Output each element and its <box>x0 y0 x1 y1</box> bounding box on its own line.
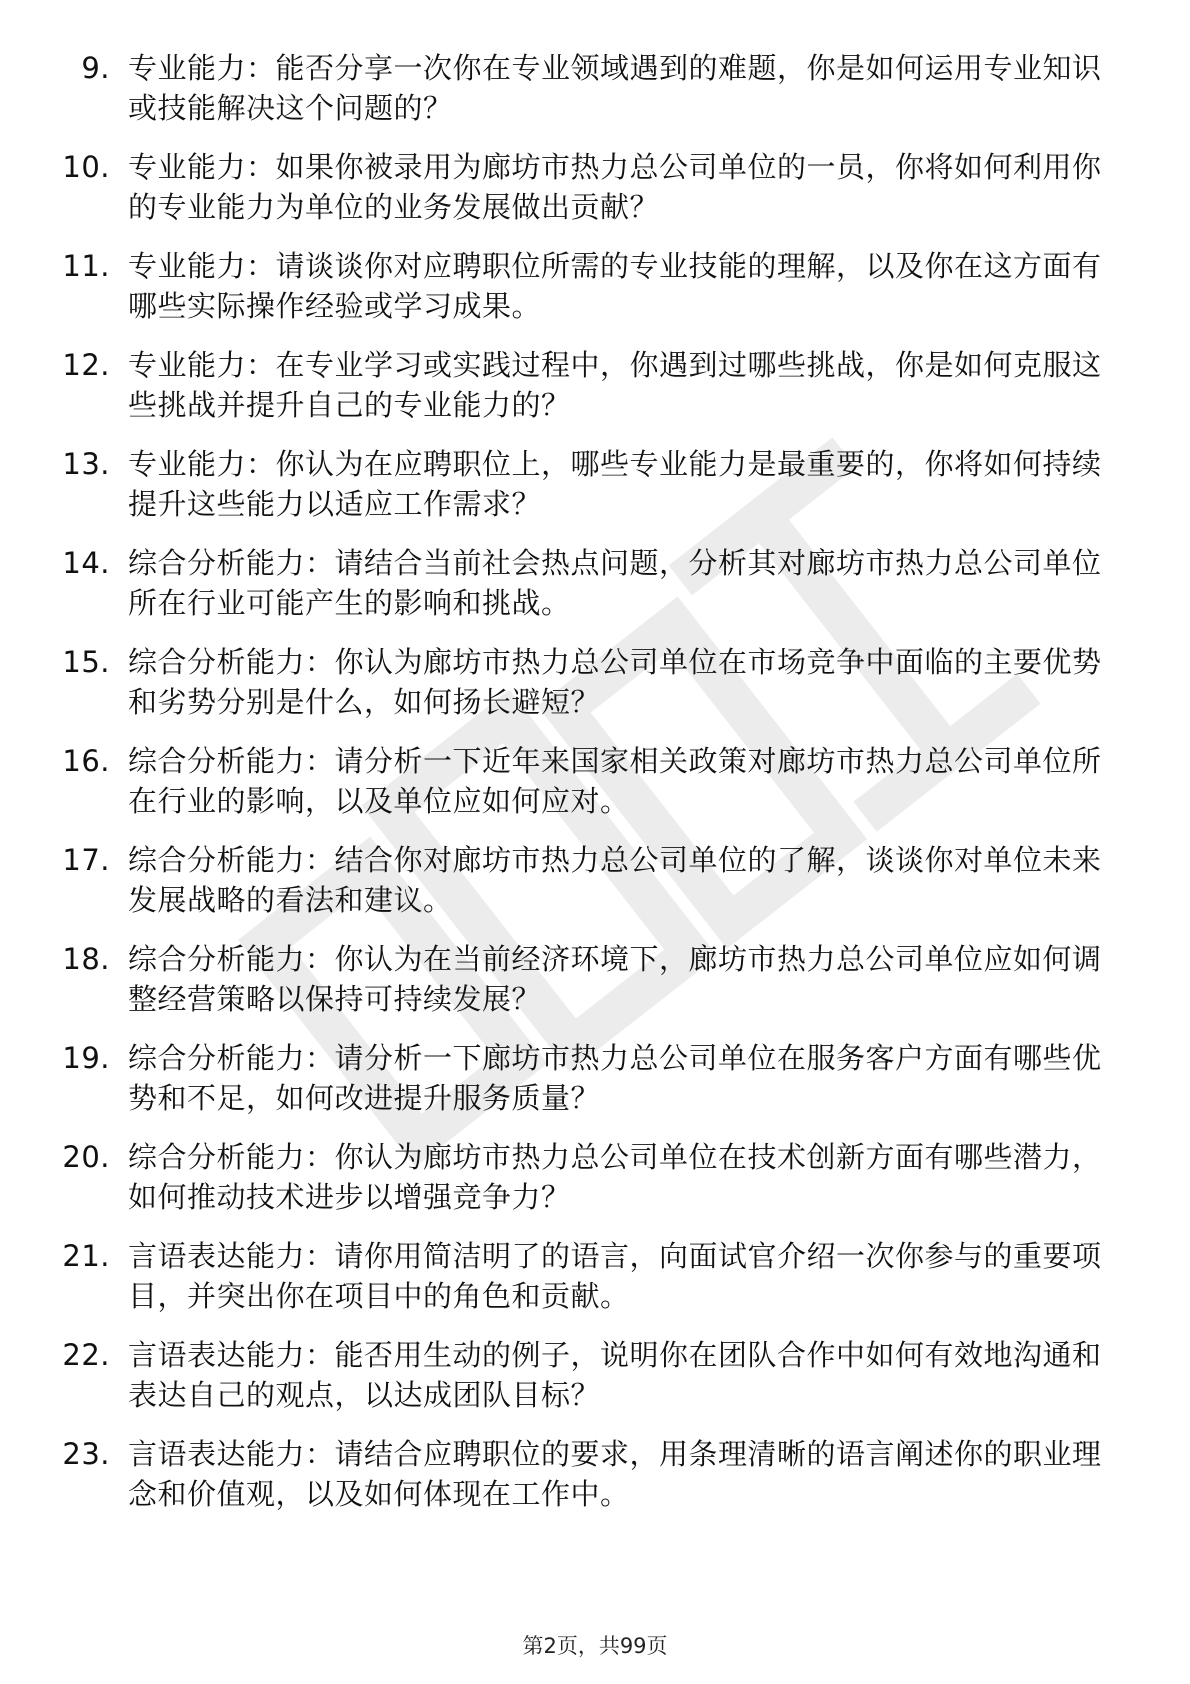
question-text: 综合分析能力：你认为廊坊市热力总公司单位在市场竞争中面临的主要优势和劣势分别是什么，如何扬长避短？ <box>128 645 1102 719</box>
question-number: 15. <box>62 645 110 679</box>
question-number: 16. <box>62 744 110 778</box>
question-text: 综合分析能力：请分析一下近年来国家相关政策对廊坊市热力总公司单位所在行业的影响，以及单位应如何应对。 <box>128 744 1102 818</box>
question-text: 综合分析能力：请分析一下廊坊市热力总公司单位在服务客户方面有哪些优势和不足，如何改进提升服务质量？ <box>128 1041 1102 1115</box>
question-item <box>60 1236 1120 1316</box>
question-text: 综合分析能力：结合你对廊坊市热力总公司单位的了解，谈谈你对单位未来发展战略的看法和建议。 <box>128 843 1102 917</box>
question-item <box>60 741 1120 821</box>
question-item <box>60 1038 1120 1118</box>
question-item <box>60 543 1120 623</box>
question-text: 言语表达能力：请结合应聘职位的要求，用条理清晰的语言阐述你的职业理念和价值观，以及如何体现在工作中。 <box>128 1437 1102 1511</box>
question-text: 专业能力：如果你被录用为廊坊市热力总公司单位的一员，你将如何利用你的专业能力为单位的业务发展做出贡献？ <box>128 150 1102 224</box>
question-item <box>60 444 1120 524</box>
question-text: 专业能力：你认为在应聘职位上，哪些专业能力是最重要的，你将如何持续提升这些能力以适应工作需求？ <box>128 447 1102 521</box>
question-item <box>60 642 1120 722</box>
question-text: 言语表达能力：请你用简洁明了的语言，向面试官介绍一次你参与的重要项目，并突出你在项目中的角色和贡献。 <box>128 1239 1102 1313</box>
question-item <box>60 147 1120 227</box>
question-text: 综合分析能力：你认为在当前经济环境下，廊坊市热力总公司单位应如何调整经营策略以保持可持续发展？ <box>128 942 1102 1016</box>
question-text: 言语表达能力：能否用生动的例子，说明你在团队合作中如何有效地沟通和表达自己的观点，以达成团队目标？ <box>128 1338 1102 1412</box>
page-footer: 第2页，共99页 <box>522 1634 668 1658</box>
question-number: 19. <box>62 1041 110 1075</box>
question-number: 11. <box>62 249 110 283</box>
question-number: 14. <box>62 546 110 580</box>
question-number: 12. <box>62 348 110 382</box>
question-number: 23. <box>62 1437 110 1471</box>
question-number: 13. <box>62 447 110 481</box>
question-item <box>60 246 1120 326</box>
question-text: 专业能力：在专业学习或实践过程中，你遇到过哪些挑战，你是如何克服这些挑战并提升自己的专业能力的？ <box>128 348 1102 422</box>
question-text: 专业能力：能否分享一次你在专业领域遇到的难题，你是如何运用专业知识或技能解决这个问题的？ <box>128 51 1102 125</box>
question-list <box>60 48 1120 1533</box>
question-item <box>60 345 1120 425</box>
question-text: 综合分析能力：请结合当前社会热点问题，分析其对廊坊市热力总公司单位所在行业可能产生的影响和挑战。 <box>128 546 1102 620</box>
question-number: 18. <box>62 942 110 976</box>
question-number: 22. <box>62 1338 110 1372</box>
question-item <box>60 1335 1120 1415</box>
question-number: 10. <box>62 150 110 184</box>
question-text: 专业能力：请谈谈你对应聘职位所需的专业技能的理解，以及你在这方面有哪些实际操作经验或学习成果。 <box>128 249 1102 323</box>
question-item <box>60 48 1120 128</box>
question-item <box>60 939 1120 1019</box>
question-number: 20. <box>62 1140 110 1174</box>
question-item <box>60 840 1120 920</box>
question-item <box>60 1137 1120 1217</box>
question-number: 9. <box>81 51 110 85</box>
question-number: 17. <box>62 843 110 877</box>
question-text: 综合分析能力：你认为廊坊市热力总公司单位在技术创新方面有哪些潜力，如何推动技术进步以增强竞争力？ <box>128 1140 1102 1214</box>
question-number: 21. <box>62 1239 110 1273</box>
question-item <box>60 1434 1120 1514</box>
